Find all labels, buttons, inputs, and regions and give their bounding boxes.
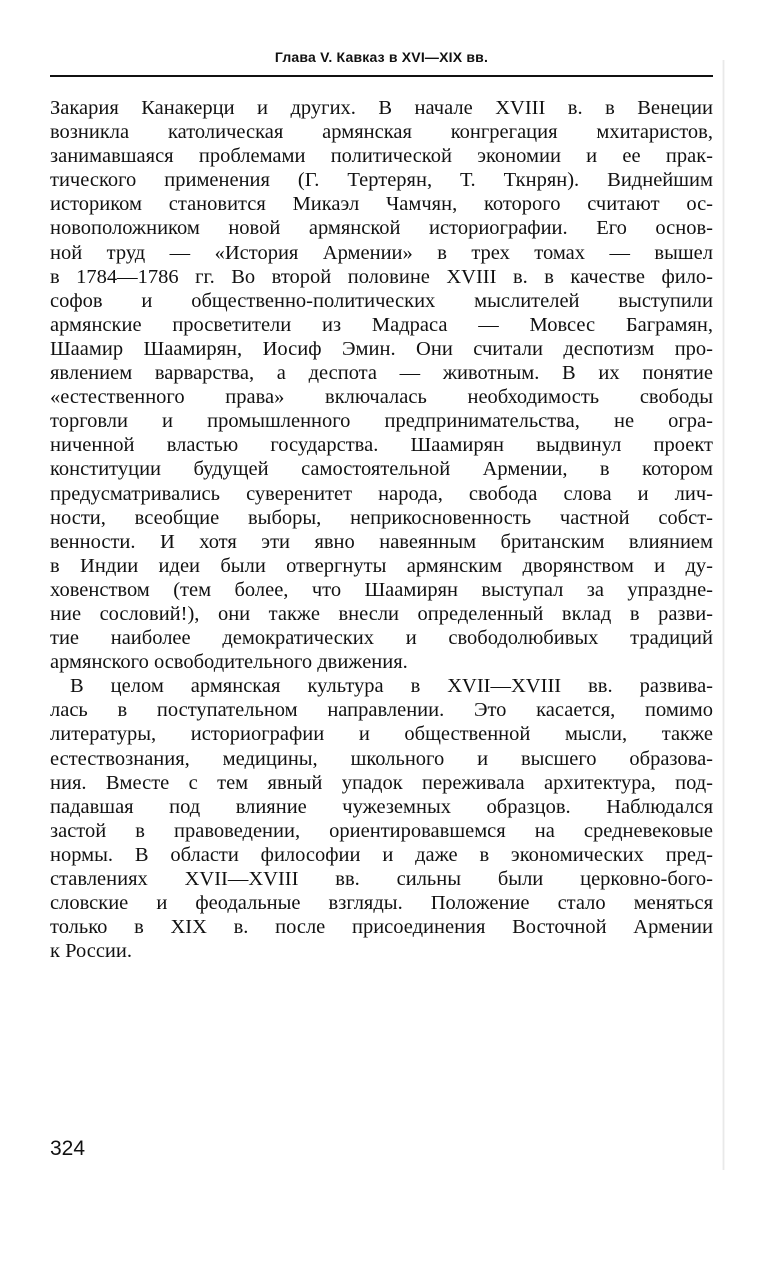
text-line: армянского освободительного движения.: [50, 651, 408, 674]
text-line: историком становится Микаэл Чамчян, которого считают ос-: [50, 193, 713, 216]
text-line: венности. И хотя эти явно навеянным британским влиянием: [50, 530, 713, 553]
text-line: новоположником новой армянской историографии. Его основ-: [50, 217, 713, 240]
header-rule: [50, 75, 713, 77]
paragraph-2: [50, 674, 713, 963]
running-header: Глава V. Кавказ в XVI—XIX вв.: [274, 49, 489, 65]
text-line: литературы, историографии и общественной мысли, также: [50, 723, 713, 746]
text-line: В целом армянская культура в XVII—XVIII вв. развива-: [70, 675, 713, 698]
text-line: предусматривались суверенитет народа, свобода слова и лич-: [50, 482, 713, 505]
text-line: лась в поступательном направлении. Это касается, помимо: [50, 699, 713, 722]
text-line: в Индии идеи были отвергнуты армянским дворянством и ду-: [50, 554, 713, 577]
text-line: ной труд — «История Армении» в трех томах — вышел: [50, 241, 713, 264]
text-line: явлением варварства, а деспота — животным. В их понятие: [50, 362, 713, 385]
text-line: занимавшаяся проблемами политической экономии и ее прак-: [50, 145, 713, 168]
text-line: естествознания, медицины, школьного и высшего образова-: [50, 747, 713, 770]
text-line: тического применения (Г. Тертерян, Т. Ткнрян). Виднейшим: [50, 169, 713, 192]
text-line: словские и феодальные взгляды. Положение стало меняться: [50, 892, 713, 915]
text-line: «естественного права» включалась необходимость свободы: [50, 386, 713, 409]
text-line: ния. Вместе с тем явный упадок переживала архитектура, под-: [50, 771, 713, 794]
text-line: ние сословий!), они также внесли определенный вклад в разви-: [50, 602, 713, 625]
text-line: ховенством (тем более, что Шаамирян выступал за упраздне-: [50, 578, 713, 601]
text-line: нормы. В области философии и даже в экономических пред-: [50, 843, 713, 866]
paragraph-1: [50, 96, 713, 674]
text-line: ности, всеобщие выборы, неприкосновенность частной собст-: [50, 506, 713, 529]
body-text: [50, 96, 713, 963]
text-line: падавшая под влияние чужеземных образцов. Наблюдался: [50, 795, 713, 818]
text-line: ставлениях XVII—XVIII вв. сильны были церковно-бого-: [50, 868, 713, 890]
page-edge-shadow: [722, 60, 725, 1170]
text-line: возникла католическая армянская конгрегация мхитаристов,: [50, 121, 713, 144]
page-number: 324: [50, 1137, 86, 1160]
text-line: к России.: [50, 940, 132, 963]
text-line: Шаамир Шаамирян, Иосиф Эмин. Они считали деспотизм про-: [50, 337, 713, 360]
text-line: только в XIX в. после присоединения Восточной Армении: [50, 916, 713, 939]
text-line: конституции будущей самостоятельной Армении, в котором: [50, 458, 713, 481]
text-line: торговли и промышленного предпринимательства, не огра-: [50, 410, 713, 433]
text-line: софов и общественно-политических мыслителей выступили: [50, 289, 713, 312]
text-line: в 1784—1786 гг. Во второй половине XVIII в. в качестве фило-: [50, 265, 713, 288]
text-line: тие наиболее демократических и свободолюбивых традиций: [50, 627, 713, 650]
text-line: застой в правоведении, ориентировавшемся на средневековые: [50, 819, 713, 842]
text-line: ниченной властью государства. Шаамирян выдвинул проект: [50, 434, 713, 457]
text-line: армянские просветители из Мадраса — Мовсес Баграмян,: [50, 313, 713, 336]
text-line: Закария Канакерци и других. В начале XVIII в. в Венеции: [50, 97, 713, 119]
